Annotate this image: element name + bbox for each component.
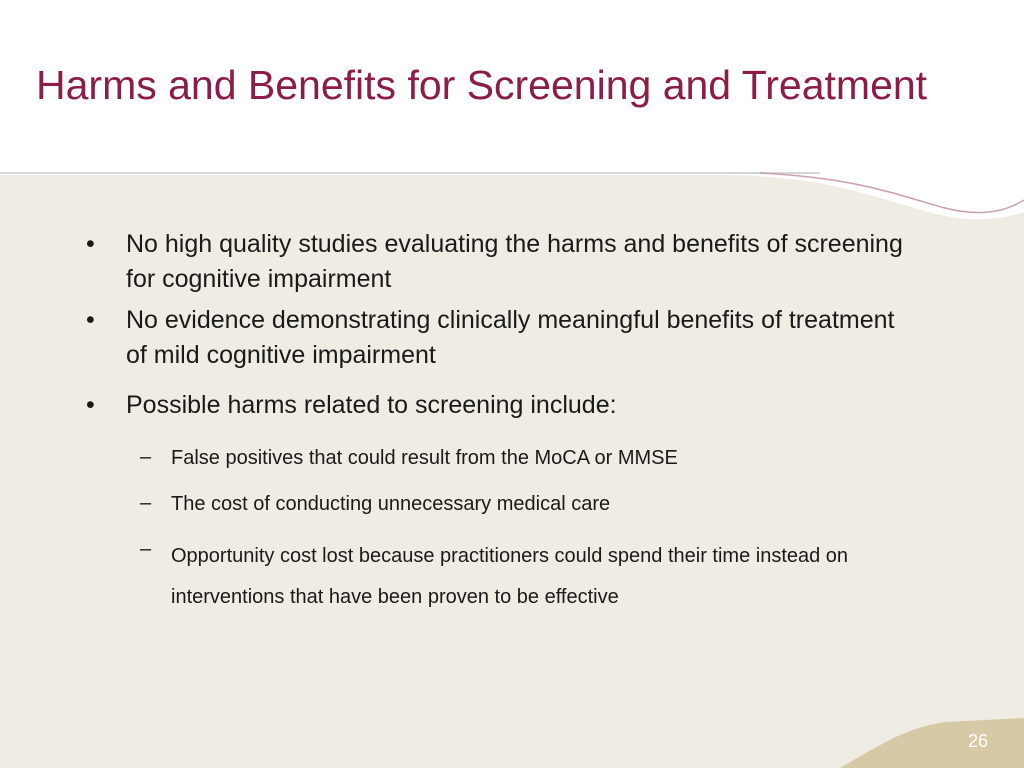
bullet-text: No evidence demonstrating clinically meaningful benefits of treatment of mild cognitive impairment [126,306,895,369]
sub-bullet-marker: – [140,492,152,514]
bullet-marker: • [86,306,95,334]
bullet-marker: • [86,230,95,258]
sub-bullet-text: The cost of conducting unnecessary medical care [171,493,611,515]
sub-bullet-text: False positives that could result from the MoCA or MMSE [171,447,678,469]
page-number: 26 [967,731,989,751]
bullet-marker: • [86,391,95,419]
slide-title: Harms and Benefits for Screening and Treatment [36,62,928,108]
sub-bullet-marker: – [140,538,152,560]
sub-bullet-marker: – [140,446,152,468]
bullet-text: Possible harms related to screening include: [126,391,617,419]
bullet-text: No high quality studies evaluating the harms and benefits of screening for cognitive impairment [126,230,903,293]
sub-bullet-text: Opportunity cost lost because practitioners could spend their time instead on interventions that have been proven to be effective [171,545,849,608]
